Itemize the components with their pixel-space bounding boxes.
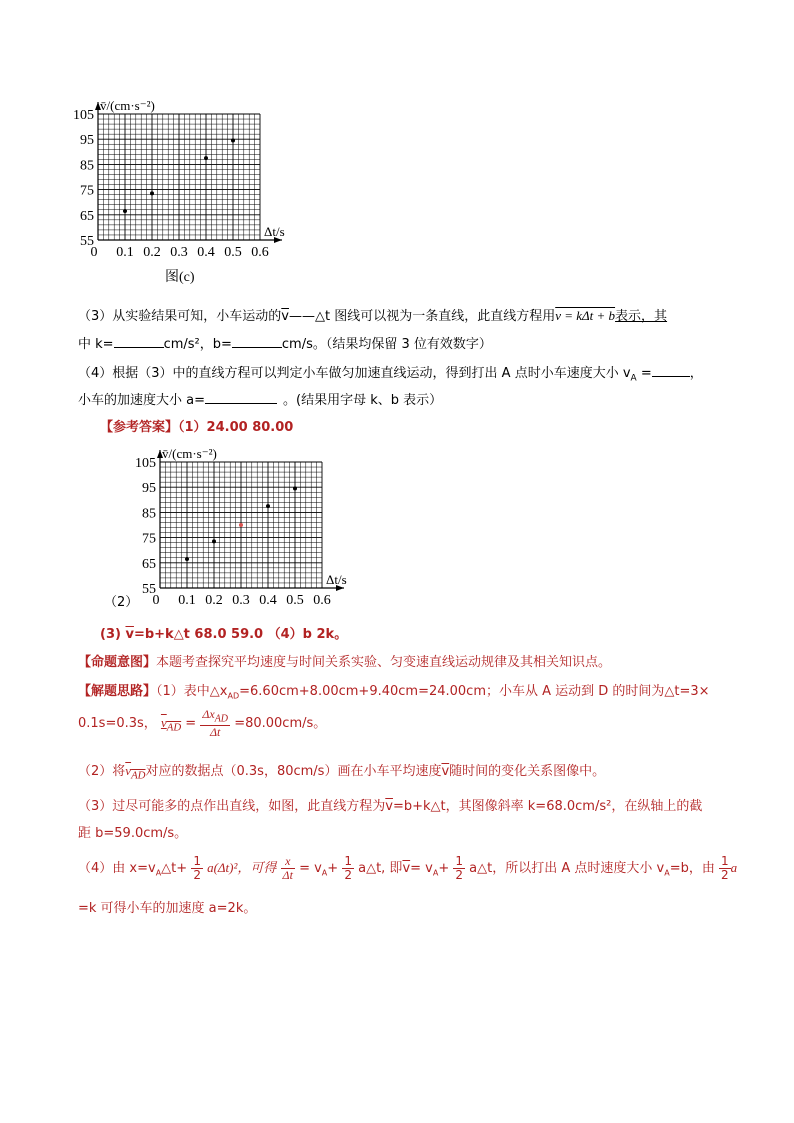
data-point xyxy=(212,539,216,543)
solution-line2: 0.1s=0.3s， $v_{AD}$ = $\frac{\Delta x_{AD}}{\Delta t}$ =80.00cm/s。 xyxy=(78,707,327,740)
chart-figure-c xyxy=(60,90,300,290)
y-axis-label: v̄/(cm·s⁻²) xyxy=(100,98,155,113)
x-tick-label: 0.1 xyxy=(116,245,134,260)
x-tick-label: 0.5 xyxy=(286,593,304,608)
y-tick-label: 75 xyxy=(142,531,156,547)
data-point xyxy=(123,209,127,213)
data-point xyxy=(150,191,154,195)
intent-line: 【命题意图】本题考查探究平均速度与时间关系实验、匀变速直线运动规律及其相关知识点。 xyxy=(78,655,612,670)
x-tick-label: 0.2 xyxy=(205,593,223,608)
x-tick-label: 0.6 xyxy=(313,593,331,608)
answer-part1: 【参考答案】（1）24.00 80.00 xyxy=(100,420,294,435)
x-tick-label: 0 xyxy=(152,593,160,608)
data-point xyxy=(239,523,243,527)
x-tick-label: 0.2 xyxy=(143,245,161,260)
x-tick-label: 0.6 xyxy=(251,245,269,260)
y-tick-label: 75 xyxy=(80,183,94,199)
data-point xyxy=(293,486,297,490)
data-point xyxy=(185,557,189,561)
x-axis-label: Δt/s xyxy=(326,572,347,587)
x-tick-label: 0.1 xyxy=(178,593,196,608)
y-tick-label: 85 xyxy=(142,506,156,522)
x-tick-label: 0.4 xyxy=(197,245,215,260)
y-tick-label: 65 xyxy=(80,208,94,224)
y-tick-label: 85 xyxy=(80,158,94,174)
solution-line4: （3）过尽可能多的点作出直线，如图，此直线方程为$\overline{v}=b+k\triangle t$，其图像斜率 k=68.0cm/s²，在纵轴上的截 xyxy=(78,799,703,814)
figure-caption: 图(c) xyxy=(165,270,195,285)
y-tick-label: 95 xyxy=(142,481,156,497)
y-axis-label: v̄/(cm·s⁻²) xyxy=(162,446,217,461)
x-axis-label: Δt/s xyxy=(264,224,285,239)
solution-line5: 距 b=59.0cm/s。 xyxy=(78,826,188,841)
data-point xyxy=(231,138,235,142)
x-tick-label: 0.3 xyxy=(170,245,188,260)
question-3-line1: （3）从实验结果可知，小车运动的$\overline{v}——\triangle t$ 图线可以视为一条直线，此直线方程用v = kΔt + b表示，其 xyxy=(78,308,668,324)
data-point xyxy=(204,156,208,160)
question-4-line1: （4）根据（3）中的直线方程可以判定小车做匀加速直线运动，得到打出 A 点时小车速度大小 $v_A$ = ， xyxy=(78,366,703,384)
chart-answer xyxy=(122,440,362,615)
x-tick-label: 0.4 xyxy=(259,593,277,608)
x-tick-label: 0.5 xyxy=(224,245,242,260)
x-tick-label: 0.3 xyxy=(232,593,250,608)
question-4-line2: 小车的加速度大小 a= 。(结果用字母 k、b 表示） xyxy=(78,393,443,408)
x-tick-label: 0 xyxy=(90,245,98,260)
y-tick-label: 55 xyxy=(80,234,94,249)
solution-line3: （2）将$v_{AD}$对应的数据点（0.3s，80cm/s）画在小车平均速度$\overline{v}$随时间的变化关系图像中。 xyxy=(78,763,606,782)
question-3-line2: 中 k= cm/s²，b= cm/s。（结果均保留 3 位有效数字） xyxy=(78,337,492,352)
solution-line1: 【解题思路】（1）表中$\triangle x_{AD}=6.60cm+8.00cm+9.40cm=24.00cm$；小车从 A 运动到 D 的时间为△t=3× xyxy=(78,684,710,701)
y-tick-label: 95 xyxy=(80,133,94,149)
y-tick-label: 105 xyxy=(73,108,94,123)
y-tick-label: 65 xyxy=(142,556,156,572)
data-point xyxy=(266,504,270,508)
y-tick-label: 105 xyxy=(135,456,156,471)
y-tick-label: 55 xyxy=(142,582,156,597)
answer-part3: (3) $\overline{v}=b+k\triangle t$ 68.0 59.0 （4）b 2k。 xyxy=(100,627,348,642)
solution-line6: （4）由 $x=v_A\triangle t+$ $\frac{1}{2}$ a(Δt)²，可得 $\frac{x}{\Delta t}$ = $v_A+$ $\frac{1}{2}$ a△t, 即$\overline{v}= v_A+$ $\frac{1}{2}$ a△t，所以打出 A 点时速度大小 $v_A=b$，由 $\frac{1}{2}$ a xyxy=(78,854,738,882)
solution-line7: =k 可得小车的加速度 a=2k。 xyxy=(78,901,257,916)
answer-part2-label: （2） xyxy=(104,595,139,610)
grid xyxy=(98,114,260,240)
